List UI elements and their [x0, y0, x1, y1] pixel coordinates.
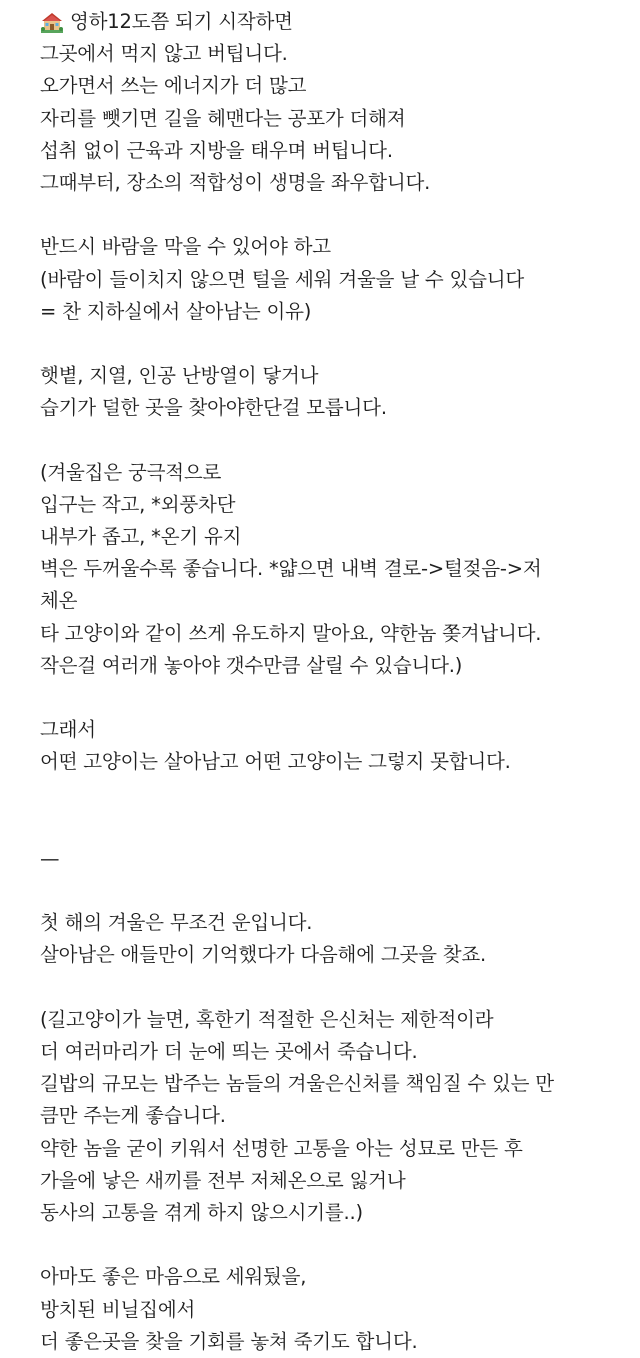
- post-line: (길고양이가 늘면, 혹한기 적절한 은신처는 제한적이라: [40, 1007, 494, 1031]
- house-with-garden-icon: [40, 10, 64, 34]
- blank-line: [40, 424, 630, 456]
- post-line: 입구는 작고, *외풍차단: [40, 492, 236, 516]
- blank-line: [40, 682, 630, 714]
- post-line: —: [40, 846, 60, 870]
- post-line: 살아남은 애들만이 기억했다가 다음해에 그곳을 찾죠.: [40, 943, 487, 967]
- blank-line: [40, 199, 630, 231]
- post-lines: [40, 38, 630, 1358]
- post-line: [40, 6, 630, 38]
- post-line: 오가면서 쓰는 에너지가 더 많고: [40, 74, 307, 98]
- post-line: 방치된 비닐집에서: [40, 1297, 196, 1321]
- blank-line: [40, 811, 630, 843]
- post-line: 내부가 좁고, *온기 유지: [40, 525, 242, 548]
- post-line: 가을에 낳은 새끼를 전부 저체온으로 잃거나: [40, 1168, 406, 1192]
- blank-line: [40, 1229, 630, 1261]
- blank-line: [40, 779, 630, 811]
- blank-line: [40, 328, 630, 360]
- post-line: 자리를 뺏기면 길을 헤맨다는 공포가 더해져: [40, 106, 406, 130]
- post-line: 동사의 고통을 겪게 하지 않으시기를..): [40, 1200, 363, 1224]
- post-line: 햇볕, 지열, 인공 난방열이 닿거나: [40, 364, 319, 388]
- post-line: 어떤 고양이는 살아남고 어떤 고양이는 그렇지 못합니다.: [40, 750, 511, 774]
- post-line: 체온: [40, 589, 78, 613]
- post-line: 그래서: [40, 718, 96, 742]
- blank-line: [40, 972, 630, 1004]
- post-line: 섭취 없이 근육과 지방을 태우며 버팁니다.: [40, 138, 393, 162]
- post-line: 큼만 주는게 좋습니다.: [40, 1104, 226, 1128]
- post-line: 타 고양이와 같이 쓰게 유도하지 말아요, 약한놈 쫒겨납니다.: [40, 621, 542, 645]
- post-line: 벽은 두꺼울수록 좋습니다. *얇으면 내벽 결로->털젖음->저: [40, 557, 542, 581]
- post-line: 첫 해의 겨울은 무조건 운입니다.: [40, 911, 313, 935]
- post-line: 더 여러마리가 더 눈에 띄는 곳에서 죽습니다.: [40, 1040, 418, 1063]
- post-line-text: 영하12도쯤 되기 시작하면: [70, 10, 293, 33]
- post-line: 아마도 좋은 마음으로 세워뒀을,: [40, 1265, 307, 1289]
- post-line: 작은걸 여러개 놓아야 갯수만큼 살릴 수 있습니다.): [40, 653, 463, 677]
- post-line: = 찬 지하실에서 살아남는 이유): [40, 299, 312, 323]
- post-line: 더 좋은곳을 찾을 기회를 놓쳐 죽기도 합니다.: [40, 1329, 418, 1353]
- post-line: 그때부터, 장소의 적합성이 생명을 좌우합니다.: [40, 170, 431, 194]
- post-line: 그곳에서 먹지 않고 버팁니다.: [40, 42, 288, 66]
- post-line: 습기가 덜한 곳을 찾아야한단걸 모릅니다.: [40, 396, 387, 420]
- blank-line: [40, 875, 630, 907]
- post-line: (겨울집은 궁극적으로: [40, 460, 222, 484]
- post-body: [40, 6, 630, 1358]
- post-line: 반드시 바람을 막을 수 있어야 하고: [40, 235, 331, 259]
- post-line: (바람이 들이치지 않으면 털을 세워 겨울을 날 수 있습니다: [40, 267, 525, 291]
- post-line: 약한 놈을 굳이 키워서 선명한 고통을 아는 성묘로 만든 후: [40, 1136, 523, 1160]
- post-line: 길밥의 규모는 밥주는 놈들의 겨울은신처를 책임질 수 있는 만: [40, 1072, 554, 1096]
